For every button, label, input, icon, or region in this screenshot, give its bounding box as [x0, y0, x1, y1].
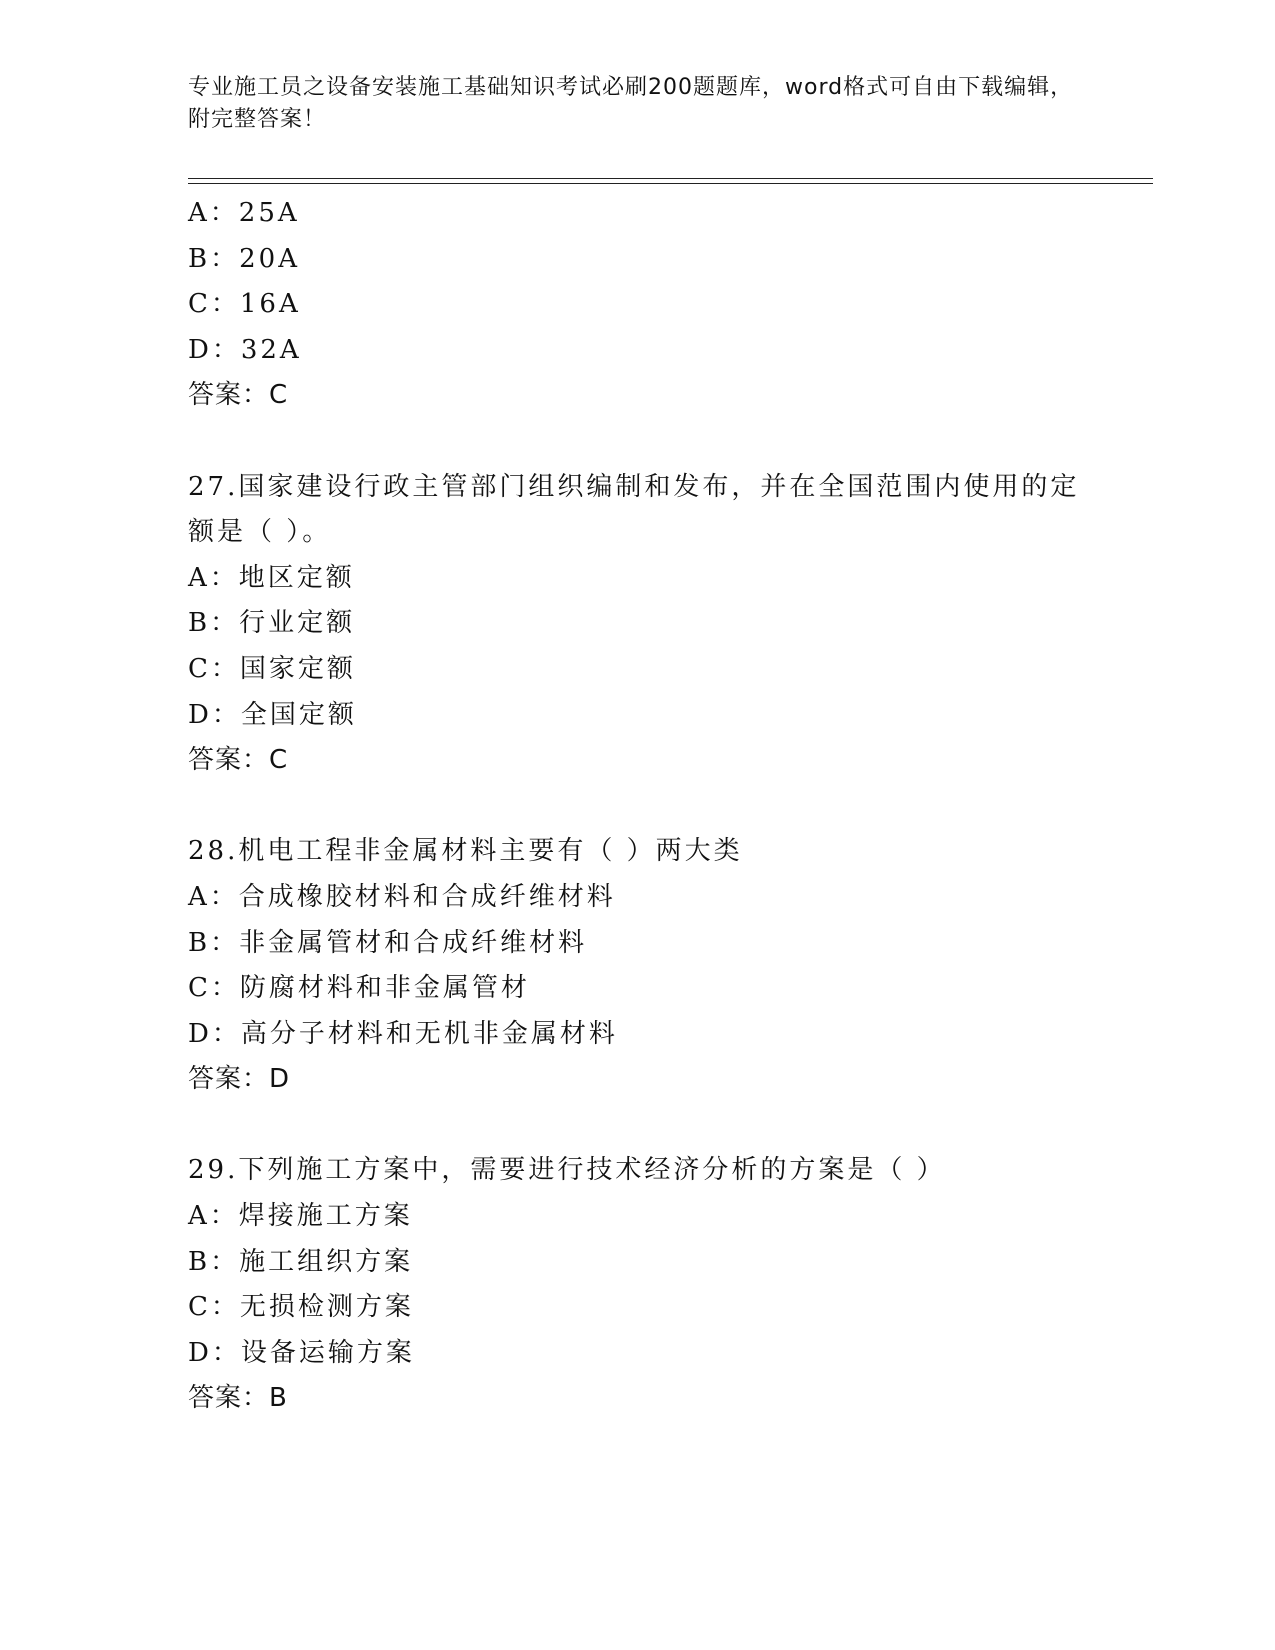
question-text: 29.下列施工方案中，需要进行技术经济分析的方案是（ ）: [188, 1155, 946, 1186]
header-divider-top: [188, 178, 1153, 179]
question-text: 28.机电工程非金属材料主要有（ ）两大类: [188, 836, 743, 867]
answer-line: 答案：D: [188, 1064, 291, 1095]
spacer: [188, 1103, 1153, 1149]
option-a: A：焊接施工方案: [188, 1201, 413, 1232]
option-d: D：32A: [188, 334, 302, 365]
prev-question-block: [188, 191, 1153, 419]
option-c: C：无损检测方案: [188, 1292, 414, 1323]
option-b: B：非金属管材和合成纤维材料: [188, 927, 588, 958]
document-header: 专业施工员之设备安装施工基础知识考试必刷200题题库，word格式可自由下载编辑，附完整答案！: [188, 75, 1074, 132]
option-b: B：行业定额: [188, 608, 356, 639]
option-a: A：25A: [188, 198, 300, 228]
option-d: D：高分子材料和无机非金属材料: [188, 1018, 618, 1049]
spacer: [188, 784, 1153, 830]
option-a: A：合成橡胶材料和合成纤维材料: [188, 881, 616, 912]
question-block-29: [188, 1148, 1153, 1422]
question-content: [188, 191, 1153, 1422]
option-b: B：20A: [188, 243, 300, 274]
option-d: D：设备运输方案: [188, 1337, 415, 1368]
option-c: C：防腐材料和非金属管材: [188, 973, 530, 1004]
question-text: 27.国家建设行政主管部门组织编制和发布，并在全国范围内使用的定额是（ ）。: [188, 471, 1080, 548]
answer-line: 答案：B: [188, 1383, 288, 1414]
question-block-28: [188, 829, 1153, 1103]
spacer: [188, 419, 1153, 465]
option-b: B：施工组织方案: [188, 1246, 414, 1277]
question-block-27: [188, 465, 1153, 784]
option-c: C：国家定额: [188, 653, 356, 684]
answer-line: 答案：C: [188, 745, 289, 776]
option-d: D：全国定额: [188, 699, 357, 730]
header-divider-bottom: [188, 183, 1153, 184]
answer-line: 答案：C: [188, 380, 289, 411]
option-a: A：地区定额: [188, 562, 355, 593]
option-c: C：16A: [188, 289, 301, 320]
